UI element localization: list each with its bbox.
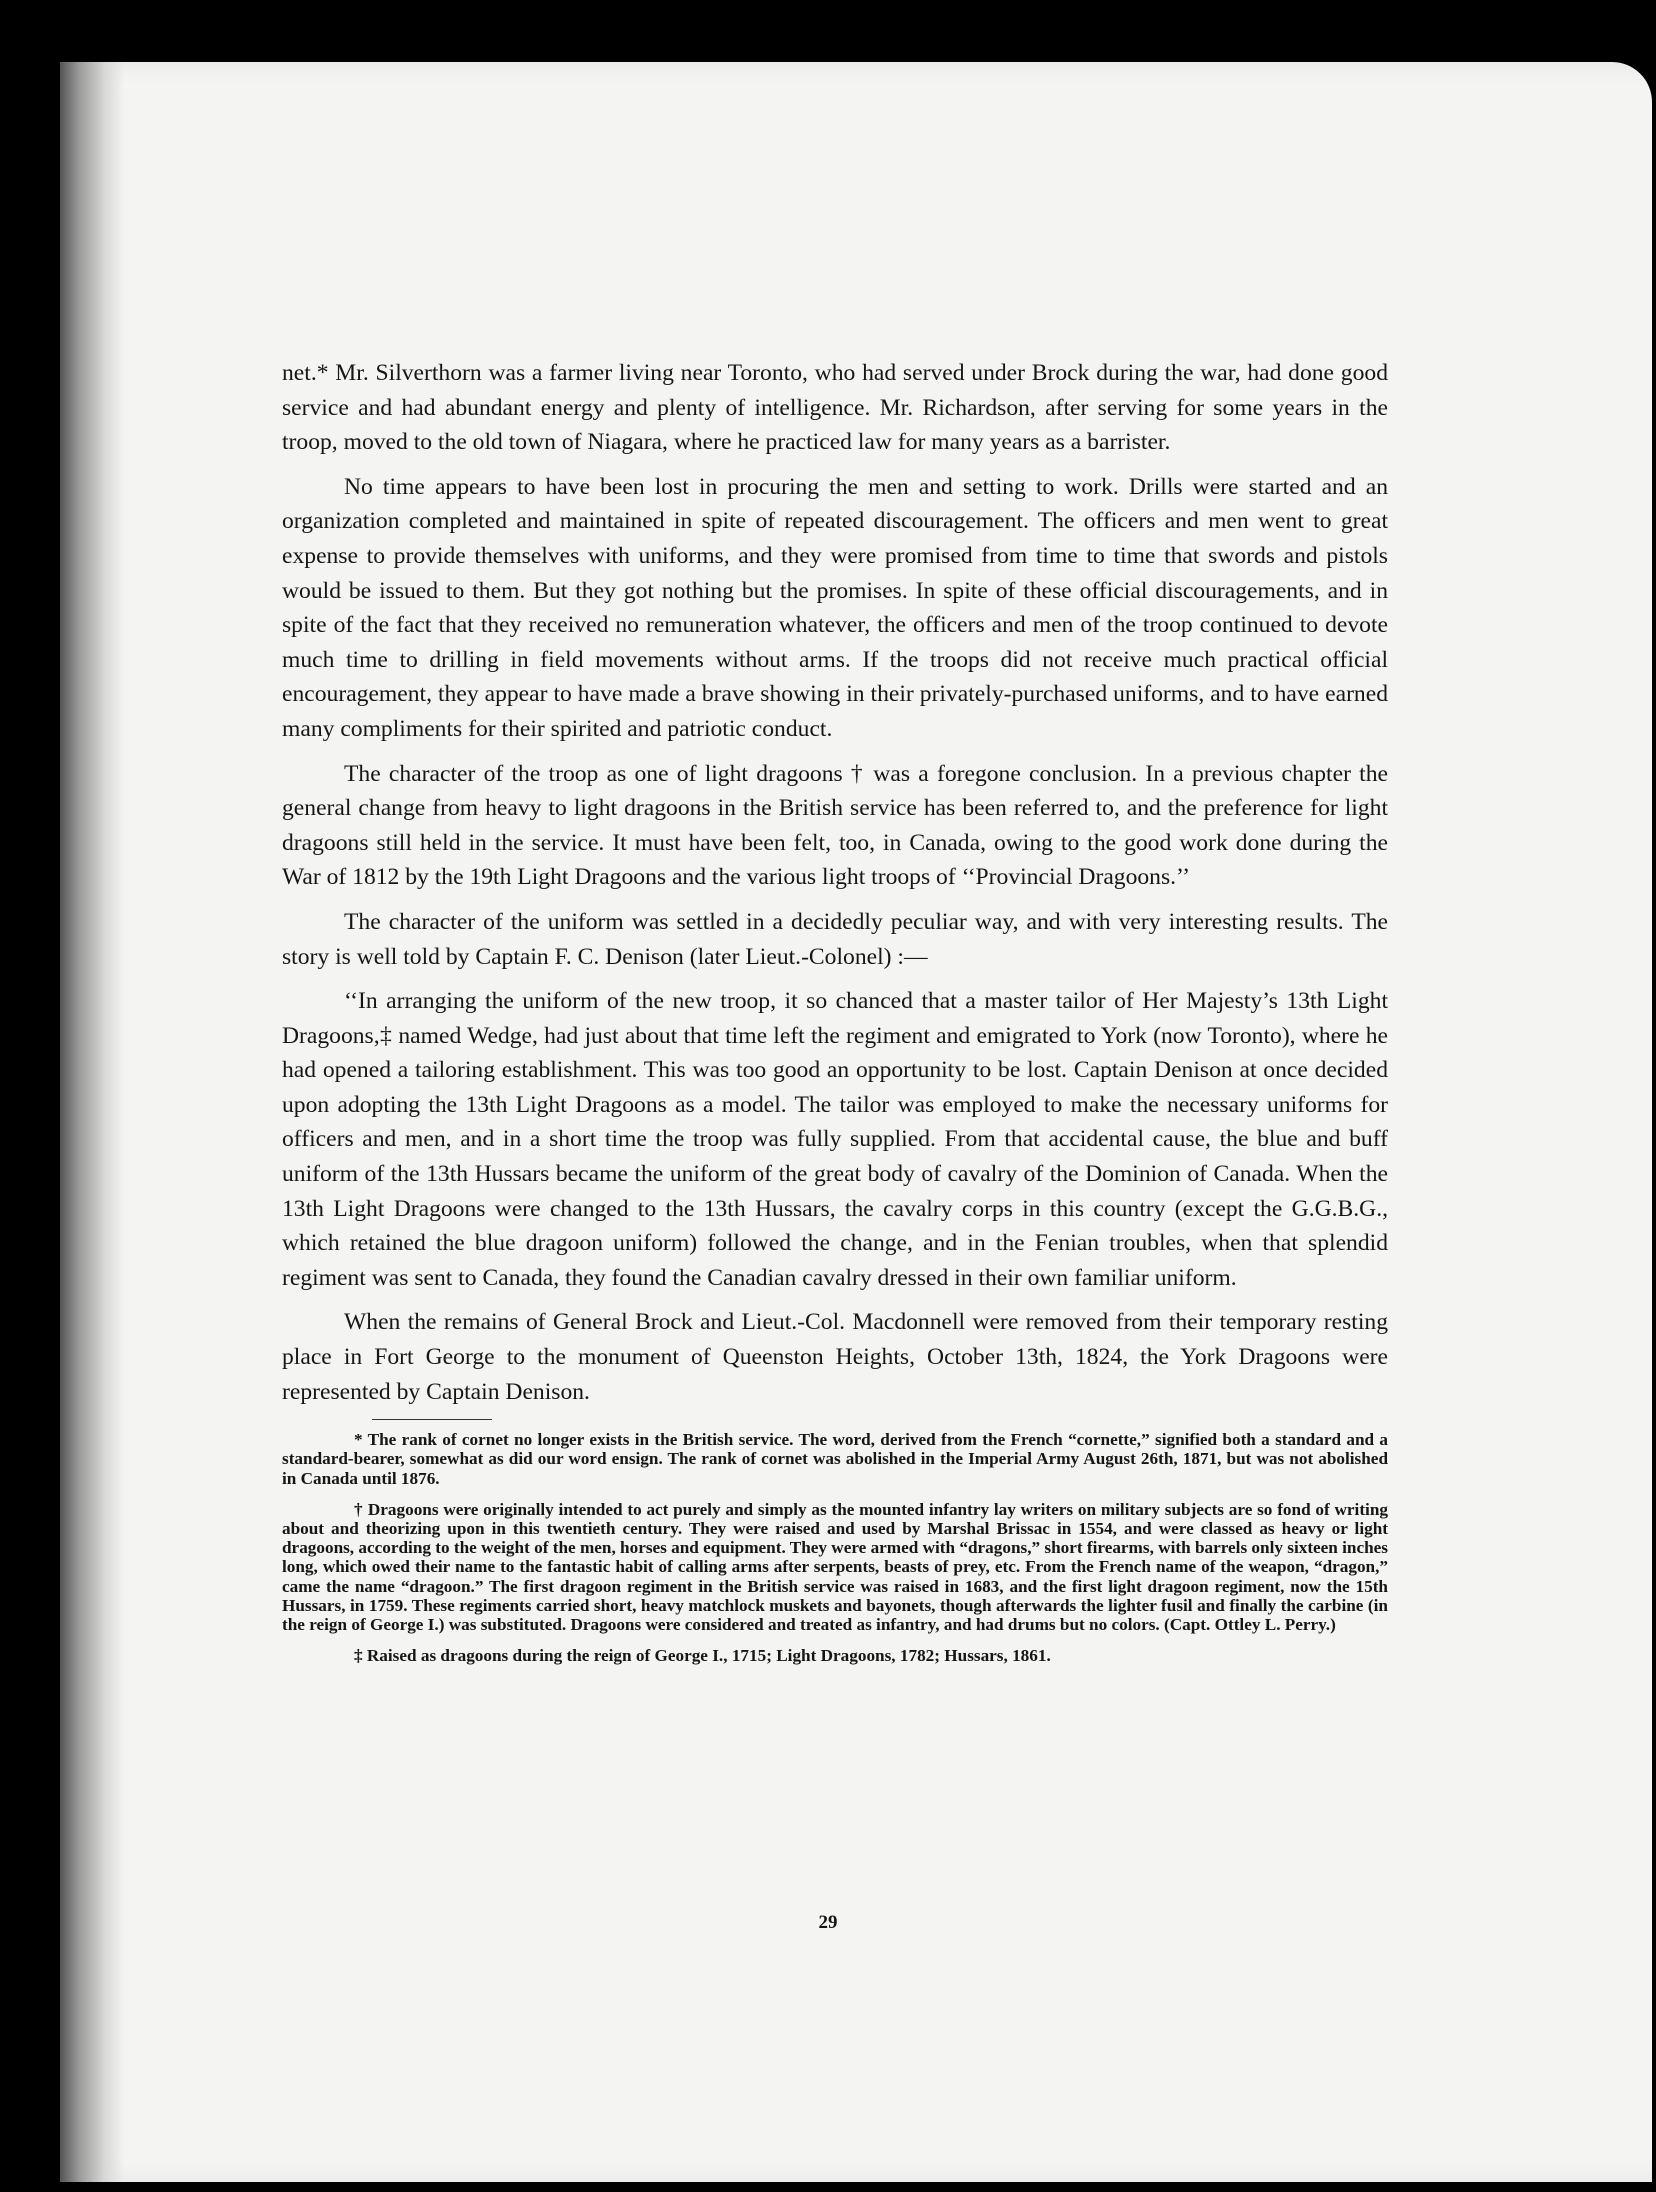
footnote-cornet: * The rank of cornet no longer exists in the British service. The word, derived from the French “cornette,” signified both a standard and a standard-bearer, somewhat as did our word ensign. The rank of cornet was abolished in the Imperial Army August 26th, 1871, but was not abolished in Canada until 1876.: [282, 1430, 1388, 1488]
body-paragraph-2: No time appears to have been lost in procuring the men and setting to work. Drills were started and an organization completed and maintained in spite of repeated discouragement. The officers and men went to great expense to provide themselves with uniforms, and they were promised from time to time that swords and pistols would be issued to them. But they got nothing but the promises. In spite of these official discouragements, and in spite of the fact that they received no remuneration whatever, the officers and men of the troop continued to devote much time to drilling in field movements without arms. If the troops did not receive much practical official encouragement, they appear to have made a brave showing in their privately-purchased uniforms, and to have earned many compliments for their spirited and patriotic conduct.: [282, 473, 1388, 742]
footnote-regiment-history: ‡ Raised as dragoons during the reign of George I., 1715; Light Dragoons, 1782; Hussars, 1861.: [354, 1646, 1051, 1666]
footnote-divider: [372, 1419, 492, 1420]
body-paragraph-4: The character of the uniform was settled in a decidedly peculiar way, and with very interesting results. The story is well told by Captain F. C. Denison (later Lieut.-Colonel) :—: [282, 908, 1388, 970]
body-paragraph-3: The character of the troop as one of light dragoons † was a foregone conclusion. In a previous chapter the general change from heavy to light dragoons in the British service has been referred to, and the preference for light dragoons still held in the service. It must have been felt, too, in Canada, owing to the good work done during the War of 1812 by the 19th Light Dragoons and the various light troops of ‘‘Provincial Dragoons.’’: [282, 760, 1388, 891]
page-spine-shadow: [60, 62, 124, 2182]
page-number: 29: [818, 1912, 838, 1933]
body-paragraph-5-quote: ‘‘In arranging the uniform of the new troop, it so chanced that a master tailor of Her Majesty’s 13th Light Dragoons,‡ named Wedge, had just about that time left the regiment and emigrated to York (now Toronto), where he had opened a tailoring establishment. This was too good an opportunity to be lost. Captain Denison at once decided upon adopting the 13th Light Dragoons as a model. The tailor was employed to make the necessary uniforms for officers and men, and in a short time the troop was fully supplied. From that accidental cause, the blue and buff uniform of the 13th Hussars became the uniform of the great body of cavalry of the Dominion of Canada. When the 13th Light Dragoons were changed to the 13th Hussars, the cavalry corps in this country (except the G.G.B.G., which retained the blue dragoon uniform) followed the change, and in the Fenian troubles, when that splendid regiment was sent to Canada, they found the Canadian cavalry dressed in their own familiar uniform.: [282, 988, 1388, 1291]
page-text: [282, 356, 1388, 1677]
footnote-dragoons: † Dragoons were originally intended to act purely and simply as the mounted infantry lay writers on military subjects are so fond of writing about and theorizing upon in this twentieth century. They were raised and used by Marshal Brissac in 1554, and were classed as heavy or light dragoons, according to the weight of the men, horses and equipment. They were armed with “dragons,” short firearms, with barrels only sixteen inches long, which owed their name to the fantastic habit of calling arms after serpents, beasts of prey, etc. From the French name of the weapon, “dragon,” came the name “dragoon.” The first dragoon regiment in the British service was raised in 1683, and the first light dragoon regiment, now the 15th Hussars, in 1759. These regiments carried short, heavy matchlock muskets and bayonets, though afterwards the lighter fusil and finally the carbine (in the reign of George I.) was substituted. Dragoons were considered and treated as infantry, and had drums but no colors. (Capt. Ottley L. Perry.): [282, 1499, 1388, 1635]
body-paragraph-6: When the remains of General Brock and Lieut.-Col. Macdonnell were removed from their temporary resting place in Fort George to the monument of Queenston Heights, October 13th, 1824, the York Dragoons were represented by Captain Denison.: [282, 1309, 1388, 1405]
body-paragraph-1: net.* Mr. Silverthorn was a farmer living near Toronto, who had served under Brock during the war, had done good service and had abundant energy and plenty of intelligence. Mr. Richardson, after serving for some years in the troop, moved to the old town of Niagara, where he practiced law for many years as a barrister.: [282, 360, 1388, 456]
